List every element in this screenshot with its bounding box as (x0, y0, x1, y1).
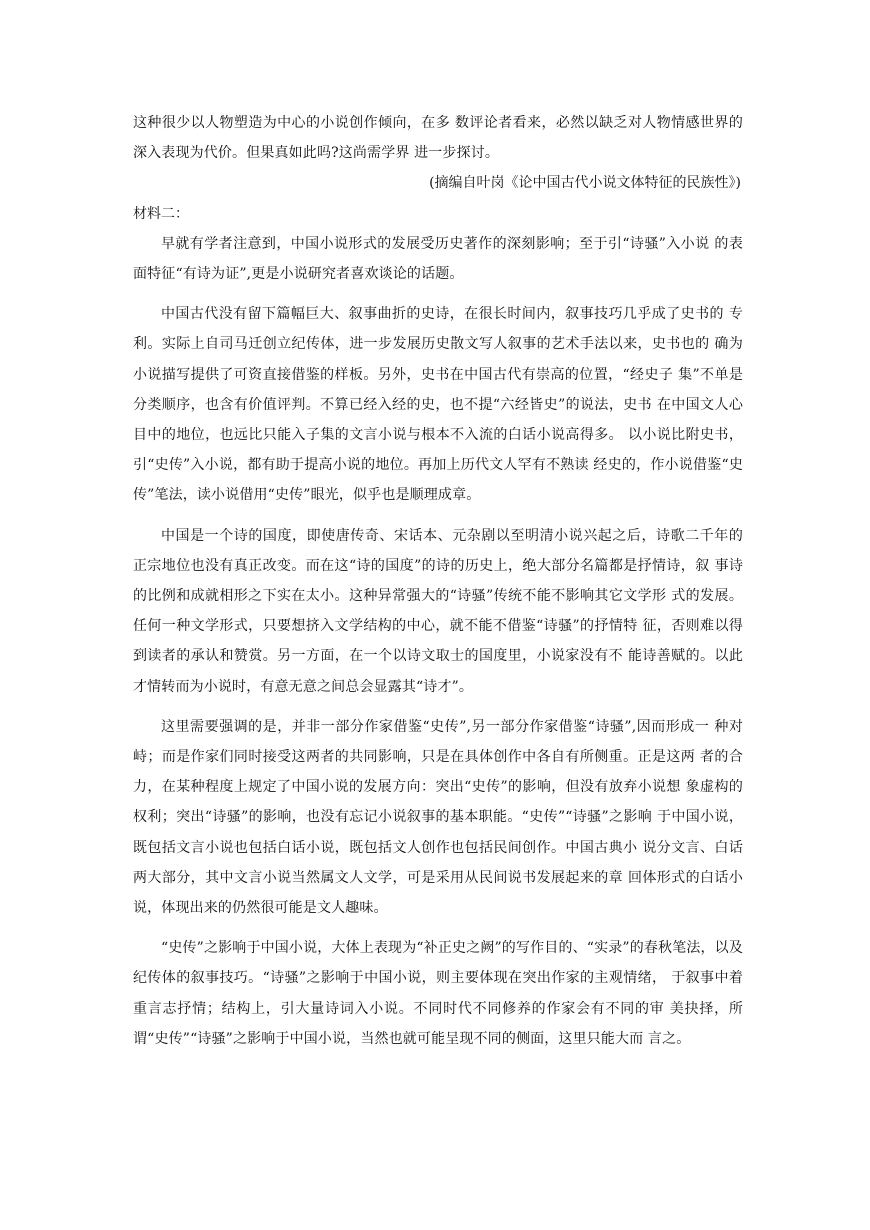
intro-paragraph: 这种很少以人物塑造为中心的小说创作倾向，在多 数评论者看来，必然以缺乏对人物情感世界的深入表现为代价。但果真如此吗?这尚需学界 进一步探讨。 (133, 115, 743, 162)
paragraph-1: 早就有学者注意到，中国小说形式的发展受历史著作的深刻影响；至于引“诗骚”入小说 的表面特征“有诗为证”,更是小说研究者喜欢谈论的话题。 (133, 235, 743, 283)
paragraph-4: 这里需要强调的是，并非一部分作家借鉴“史传”,另一部分作家借鉴“诗骚”,因而形成一 种对峙；而是作家们同时接受这两者的共同影响，只是在具体创作中各自有所侧重。正是这两 者的合力，在某种程度上规定了中国小说的发展方向：突出“史传”的影响，但没有放弃小说想 象虚构的权利；突出“诗骚”的影响，也没有忘记小说叙事的基本职能。“史传”“诗骚”之影响 于中国小说，既包括文言小说也包括白话小说，既包括文人创作也包括民间创作。中国古典小 说分文言、白话两大部分，其中文言小说当然属文人文学，可是采用从民间说书发展起来的章 回体形式的白话小说，体现出来的仍然很可能是文人趣味。 (133, 718, 743, 917)
source-citation: (摘编自叶岗《论中国古代小说文体特征的民族性》) (429, 175, 741, 192)
paragraph-2: 中国古代没有留下篇幅巨大、叙事曲折的史诗，在很长时间内，叙事技巧几乎成了史书的 专利。实际上自司马迁创立纪传体，进一步发展历史散文写人叙事的艺术手法以来，史书也的 确为小说描写提供了可资直接借鉴的样板。另外，史书在中国古代有崇高的位置，“经史子 集”不单是分类顺序，也含有价值评判。不算已经入经的史，也不提“六经皆史”的说法，史书 在中国文人心目中的地位，也远比只能入子集的文言小说与根本不入流的白话小说高得多。 以小说比附史书，引“史传”入小说，都有助于提高小说的地位。再加上历代文人罕有不熟读 经史的，作小说借鉴“史传”笔法，读小说借用“史传”眼光，似乎也是顺理成章。 (133, 306, 743, 504)
paragraph-5: “史传”之影响于中国小说，大体上表现为“补正史之阙”的写作目的、“实录”的春秋笔法，以及纪传体的叙事技巧。“诗骚”之影响于中国小说，则主要体现在突出作家的主观情绪， 于叙事中着重言志抒情；结构上，引大量诗词入小说。不同时代不同修养的作家会有不同的审 美抉择，所谓“史传”“诗骚”之影响于中国小说，当然也就可能呈现不同的侧面，这里只能大而 言之。 (133, 940, 743, 1047)
document-page (133, 108, 743, 1054)
material-two-heading: 材料二： (133, 205, 189, 222)
paragraph-3: 中国是一个诗的国度，即使唐传奇、宋话本、元杂剧以至明清小说兴起之后，诗歌二千年的 正宗地位也没有真正改变。而在这“诗的国度”的诗的历史上，绝大部分名篇都是抒情诗，叙 事诗的比例和成就相形之下实在太小。这种异常强大的“诗骚”传统不能不影响其它文学形 式的发展。任何一种文学形式，只要想挤入文学结构的中心，就不能不借鉴“诗骚”的抒情特 征，否则难以得到读者的承认和赞赏。另一方面，在一个以诗文取士的国度里，小说家没有不 能诗善赋的。以此才情转而为小说时，有意无意之间总会显露其“诗才”。 (133, 527, 743, 695)
